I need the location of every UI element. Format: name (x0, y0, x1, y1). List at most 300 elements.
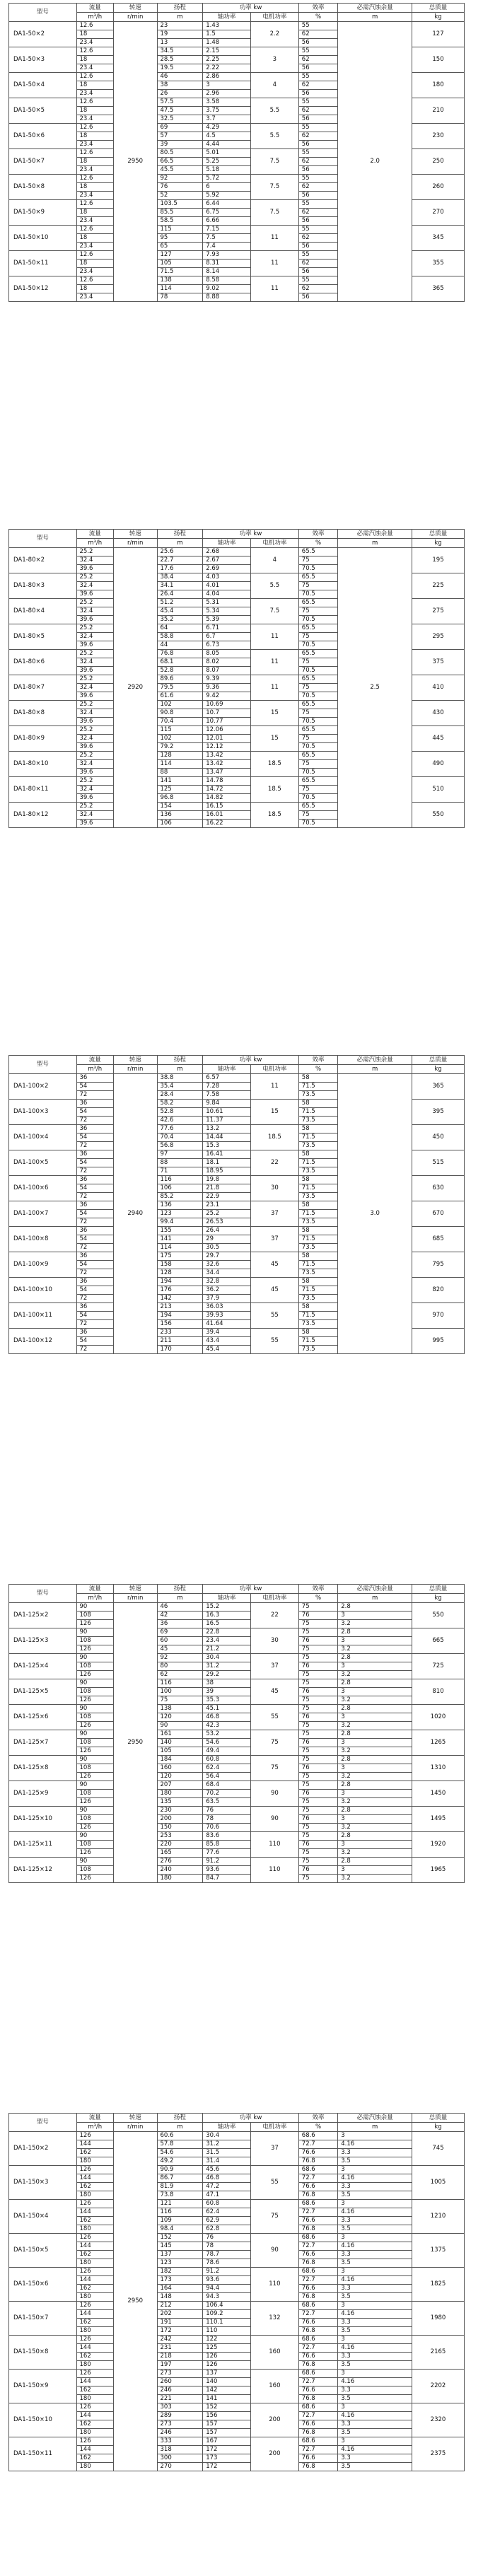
table-row (9, 1858, 465, 1866)
head-cell: 95 (157, 234, 203, 243)
table-row (9, 1781, 465, 1790)
head-cell: 56.8 (157, 1142, 203, 1150)
head-cell: 38.4 (157, 573, 203, 582)
shaft-power-cell: 9.39 (203, 675, 251, 684)
flow-cell: 144 (76, 2140, 113, 2149)
shaft-power-cell: 156 (203, 2412, 251, 2420)
flow-cell: 39.6 (76, 590, 113, 599)
shaft-power-cell: 9.36 (203, 684, 251, 692)
efficiency-cell: 65.5 (298, 548, 337, 556)
header-model: 型号 (9, 1585, 77, 1603)
header-head-unit: m (157, 1065, 203, 1074)
table-row (9, 1645, 465, 1654)
model-cell: DA1-100×4 (9, 1125, 77, 1150)
shaft-power-cell: 5.25 (203, 158, 251, 166)
header-row (9, 1056, 465, 1065)
table-row (9, 2386, 465, 2395)
efficiency-cell: 72.7 (298, 2208, 337, 2217)
weight-cell: 275 (412, 599, 464, 624)
flow-cell: 90 (76, 1603, 113, 1612)
header-power: 功率 kw (203, 2114, 299, 2123)
efficiency-cell: 62 (298, 132, 337, 141)
efficiency-cell: 76.6 (298, 2353, 337, 2361)
efficiency-cell: 65.5 (298, 752, 337, 760)
npsh-cell: 3 (338, 1815, 412, 1824)
table-row (9, 1875, 465, 1883)
shaft-power-cell: 1.48 (203, 39, 251, 47)
motor-power-cell: 11 (250, 251, 298, 276)
flow-cell: 126 (76, 1645, 113, 1654)
efficiency-cell: 75 (298, 1773, 337, 1781)
head-cell: 71 (157, 1167, 203, 1176)
shaft-power-cell: 6.7 (203, 633, 251, 641)
flow-cell: 180 (76, 2395, 113, 2403)
header-head-unit: m (157, 539, 203, 548)
header-row (9, 2114, 465, 2123)
head-cell: 73.8 (157, 2191, 203, 2200)
table-row (9, 2327, 465, 2336)
head-cell: 52.8 (157, 1108, 203, 1117)
flow-cell: 39.6 (76, 794, 113, 803)
flow-cell: 36 (76, 1125, 113, 1133)
efficiency-cell: 72.7 (298, 2276, 337, 2285)
table-row (9, 1679, 465, 1688)
table-row (9, 1798, 465, 1807)
flow-cell: 54 (76, 1337, 113, 1346)
weight-cell: 230 (412, 124, 464, 149)
npsh-cell: 3.5 (338, 2361, 412, 2370)
efficiency-cell: 56 (298, 141, 337, 149)
flow-cell: 180 (76, 2225, 113, 2234)
head-cell: 57.8 (157, 2140, 203, 2149)
table-row (9, 2234, 465, 2242)
flow-cell: 162 (76, 2386, 113, 2395)
header-weight: 总质量 (412, 1585, 464, 1594)
flow-cell: 126 (76, 1773, 113, 1781)
shaft-power-cell: 5.34 (203, 607, 251, 616)
header-speed-unit: r/min (113, 13, 157, 22)
weight-cell: 345 (412, 226, 464, 251)
head-cell: 136 (157, 1201, 203, 1210)
head-cell: 138 (157, 276, 203, 285)
header-motor-power: 电机功率 (250, 2123, 298, 2132)
model-cell: DA1-50×8 (9, 175, 77, 200)
head-cell: 81.9 (157, 2183, 203, 2191)
efficiency-cell: 62 (298, 56, 337, 64)
model-cell: DA1-150×3 (9, 2166, 77, 2200)
model-cell: DA1-125×7 (9, 1730, 77, 1756)
flow-cell: 54 (76, 1312, 113, 1320)
head-cell: 289 (157, 2412, 203, 2420)
header-npsh: 必需汽蚀余量 (338, 4, 412, 13)
flow-cell: 23.4 (76, 141, 113, 149)
model-cell: DA1-125×10 (9, 1807, 77, 1832)
flow-cell: 39.6 (76, 718, 113, 726)
table-row (9, 2276, 465, 2285)
flow-cell: 126 (76, 2234, 113, 2242)
efficiency-cell: 70.5 (298, 641, 337, 650)
efficiency-cell: 75 (298, 1603, 337, 1612)
header-power: 功率 kw (203, 1585, 299, 1594)
efficiency-cell: 76 (298, 1612, 337, 1620)
efficiency-cell: 76.6 (298, 2285, 337, 2293)
motor-power-cell: 200 (250, 2437, 298, 2471)
head-cell: 140 (157, 1739, 203, 1747)
efficiency-cell: 71.5 (298, 1108, 337, 1117)
head-cell: 100 (157, 1688, 203, 1696)
flow-cell: 32.4 (76, 786, 113, 794)
efficiency-cell: 76 (298, 1764, 337, 1773)
weight-cell: 1825 (412, 2268, 464, 2302)
shaft-power-cell: 36.2 (203, 1286, 251, 1295)
efficiency-cell: 55 (298, 251, 337, 260)
head-cell: 76 (157, 183, 203, 192)
efficiency-cell: 75 (298, 760, 337, 769)
motor-power-cell: 22 (250, 1603, 298, 1628)
weight-cell: 270 (412, 200, 464, 226)
header-unit-row (9, 539, 465, 548)
shaft-power-cell: 32.6 (203, 1261, 251, 1269)
model-cell: DA1-100×6 (9, 1176, 77, 1201)
flow-cell: 36 (76, 1100, 113, 1108)
shaft-power-cell: 2.67 (203, 556, 251, 565)
header-efficiency-unit: % (298, 1065, 337, 1074)
motor-power-cell: 7.5 (250, 175, 298, 200)
shaft-power-cell: 4.44 (203, 141, 251, 149)
efficiency-cell: 73.5 (298, 1117, 337, 1125)
efficiency-cell: 72.7 (298, 2310, 337, 2319)
weight-cell: 410 (412, 675, 464, 701)
shaft-power-cell: 38 (203, 1679, 251, 1688)
flow-cell: 72 (76, 1269, 113, 1278)
shaft-power-cell: 2.15 (203, 47, 251, 56)
table-row (9, 2412, 465, 2420)
efficiency-cell: 76.6 (298, 2454, 337, 2463)
efficiency-cell: 75 (298, 1798, 337, 1807)
shaft-power-cell: 5.01 (203, 149, 251, 158)
header-motor-power: 电机功率 (250, 13, 298, 22)
head-cell: 52 (157, 192, 203, 200)
model-cell: DA1-125×9 (9, 1781, 77, 1807)
npsh-cell: 2.8 (338, 1679, 412, 1688)
head-cell: 273 (157, 2370, 203, 2378)
head-cell: 88 (157, 769, 203, 777)
flow-cell: 36 (76, 1303, 113, 1312)
shaft-power-cell: 13.42 (203, 760, 251, 769)
flow-cell: 23.4 (76, 90, 113, 98)
npsh-cell: 3.5 (338, 2327, 412, 2336)
shaft-power-cell: 5.72 (203, 175, 251, 183)
efficiency-cell: 58 (298, 1278, 337, 1286)
motor-power-cell: 18.5 (250, 777, 298, 803)
efficiency-cell: 68.6 (298, 2166, 337, 2174)
head-cell: 213 (157, 1303, 203, 1312)
flow-cell: 25.2 (76, 548, 113, 556)
efficiency-cell: 72.7 (298, 2174, 337, 2183)
motor-power-cell: 5.5 (250, 124, 298, 149)
weight-cell: 210 (412, 98, 464, 124)
header-efficiency-unit: % (298, 1594, 337, 1603)
shaft-power-cell: 16.22 (203, 820, 251, 828)
flow-cell: 72 (76, 1320, 113, 1329)
shaft-power-cell: 25.2 (203, 1210, 251, 1218)
header-flow: 流量 (76, 2114, 113, 2123)
table-row (9, 1722, 465, 1730)
efficiency-cell: 71.5 (298, 1261, 337, 1269)
npsh-cell: 2.8 (338, 1603, 412, 1612)
flow-cell: 23.4 (76, 217, 113, 226)
head-cell: 150 (157, 1824, 203, 1832)
weight-cell: 1920 (412, 1832, 464, 1858)
table-row (9, 1654, 465, 1662)
header-speed: 转速 (113, 1056, 157, 1065)
efficiency-cell: 72.7 (298, 2344, 337, 2353)
shaft-power-cell: 4.01 (203, 582, 251, 590)
flow-cell: 90 (76, 1705, 113, 1713)
model-cell: DA1-80×4 (9, 599, 77, 624)
efficiency-cell: 73.5 (298, 1346, 337, 1354)
weight-cell: 665 (412, 1628, 464, 1654)
shaft-power-cell: 6.73 (203, 641, 251, 650)
head-cell: 145 (157, 2242, 203, 2251)
weight-cell: 180 (412, 73, 464, 98)
flow-cell: 12.6 (76, 73, 113, 81)
shaft-power-cell: 14.78 (203, 777, 251, 786)
shaft-power-cell: 1.5 (203, 30, 251, 39)
header-row (9, 4, 465, 13)
flow-cell: 72 (76, 1295, 113, 1303)
head-cell: 38 (157, 81, 203, 90)
header-flow: 流量 (76, 1585, 113, 1594)
table-row (9, 548, 465, 556)
flow-cell: 72 (76, 1142, 113, 1150)
flow-cell: 180 (76, 2429, 113, 2437)
flow-cell: 162 (76, 2285, 113, 2293)
efficiency-cell: 75 (298, 709, 337, 718)
efficiency-cell: 55 (298, 73, 337, 81)
header-weight: 总质量 (412, 2114, 464, 2123)
head-cell: 46 (157, 1603, 203, 1612)
header-flow: 流量 (76, 1056, 113, 1065)
shaft-power-cell: 9.02 (203, 285, 251, 293)
head-cell: 276 (157, 1858, 203, 1866)
npsh-cell: 3.3 (338, 2149, 412, 2157)
efficiency-cell: 65.5 (298, 803, 337, 811)
shaft-power-cell: 8.02 (203, 658, 251, 667)
motor-power-cell: 75 (250, 1730, 298, 1756)
shaft-power-cell: 93.6 (203, 2276, 251, 2285)
speed-cell: 2950 (113, 2132, 157, 2471)
header-power: 功率 kw (203, 1056, 299, 1065)
efficiency-cell: 70.5 (298, 743, 337, 752)
shaft-power-cell: 16.5 (203, 1620, 251, 1628)
shaft-power-cell: 77.6 (203, 1849, 251, 1858)
shaft-power-cell: 2.86 (203, 73, 251, 81)
efficiency-cell: 76 (298, 1790, 337, 1798)
head-cell: 207 (157, 1781, 203, 1790)
flow-cell: 32.4 (76, 607, 113, 616)
table-row (9, 2217, 465, 2225)
weight-cell: 685 (412, 1227, 464, 1252)
table-row (9, 2251, 465, 2259)
flow-cell: 25.2 (76, 752, 113, 760)
table-row (9, 2378, 465, 2386)
shaft-power-cell: 30.5 (203, 1244, 251, 1252)
header-speed: 转速 (113, 530, 157, 539)
flow-cell: 32.4 (76, 811, 113, 820)
efficiency-cell: 58 (298, 1176, 337, 1184)
model-cell: DA1-100×10 (9, 1278, 77, 1303)
table-row (9, 1074, 465, 1083)
shaft-power-cell: 39.4 (203, 1329, 251, 1337)
motor-power-cell: 90 (250, 1781, 298, 1807)
shaft-power-cell: 157 (203, 2429, 251, 2437)
model-cell: DA1-125×5 (9, 1679, 77, 1705)
efficiency-cell: 75 (298, 582, 337, 590)
flow-cell: 126 (76, 1696, 113, 1705)
flow-cell: 162 (76, 2353, 113, 2361)
flow-cell: 126 (76, 1798, 113, 1807)
shaft-power-cell: 62.4 (203, 1764, 251, 1773)
shaft-power-cell: 62.4 (203, 2208, 251, 2217)
head-cell: 120 (157, 1713, 203, 1722)
flow-cell: 180 (76, 2157, 113, 2166)
flow-cell: 25.2 (76, 573, 113, 582)
head-cell: 71.5 (157, 268, 203, 276)
shaft-power-cell: 45.1 (203, 1705, 251, 1713)
shaft-power-cell: 31.2 (203, 1662, 251, 1671)
table-row (9, 2370, 465, 2378)
flow-cell: 54 (76, 1133, 113, 1142)
header-shaft-power: 轴功率 (203, 1065, 251, 1074)
shaft-power-cell: 6.66 (203, 217, 251, 226)
shaft-power-cell: 76 (203, 1807, 251, 1815)
head-cell: 65 (157, 243, 203, 251)
shaft-power-cell: 14.82 (203, 794, 251, 803)
weight-cell: 630 (412, 1176, 464, 1201)
flow-cell: 12.6 (76, 276, 113, 285)
model-cell: DA1-50×12 (9, 276, 77, 302)
efficiency-cell: 75 (298, 1824, 337, 1832)
header-weight: 总质量 (412, 1056, 464, 1065)
flow-cell: 126 (76, 2336, 113, 2344)
npsh-cell: 3 (338, 2437, 412, 2446)
head-cell: 221 (157, 2395, 203, 2403)
head-cell: 61.6 (157, 692, 203, 701)
shaft-power-cell: 10.7 (203, 709, 251, 718)
npsh-cell: 3 (338, 1866, 412, 1875)
motor-power-cell: 18.5 (250, 803, 298, 828)
efficiency-cell: 76.6 (298, 2217, 337, 2225)
head-cell: 105 (157, 1747, 203, 1756)
motor-power-cell: 55 (250, 1303, 298, 1329)
flow-cell: 39.6 (76, 641, 113, 650)
head-cell: 34.1 (157, 582, 203, 590)
head-cell: 57.5 (157, 98, 203, 107)
head-cell: 180 (157, 1875, 203, 1883)
efficiency-cell: 76 (298, 1739, 337, 1747)
head-cell: 92 (157, 175, 203, 183)
motor-power-cell: 45 (250, 1679, 298, 1705)
shaft-power-cell: 125 (203, 2344, 251, 2353)
npsh-cell: 3.5 (338, 2225, 412, 2234)
flow-cell: 126 (76, 2403, 113, 2412)
model-cell: DA1-150×7 (9, 2302, 77, 2336)
head-cell: 102 (157, 701, 203, 709)
flow-cell: 39.6 (76, 820, 113, 828)
spec-table (8, 1055, 465, 1354)
npsh-cell: 3 (338, 1662, 412, 1671)
head-cell: 197 (157, 2361, 203, 2370)
header-npsh: 必需汽蚀余量 (338, 1056, 412, 1065)
motor-power-cell: 55 (250, 1329, 298, 1354)
npsh-cell: 3.5 (338, 2429, 412, 2437)
head-cell: 172 (157, 2327, 203, 2336)
head-cell: 75 (157, 1696, 203, 1705)
head-cell: 135 (157, 1798, 203, 1807)
shaft-power-cell: 84.7 (203, 1875, 251, 1883)
efficiency-cell: 73.5 (298, 1269, 337, 1278)
table-row (9, 2259, 465, 2268)
head-cell: 136 (157, 811, 203, 820)
shaft-power-cell: 8.88 (203, 293, 251, 302)
model-cell: DA1-50×4 (9, 73, 77, 98)
efficiency-cell: 55 (298, 22, 337, 30)
efficiency-cell: 73.5 (298, 1295, 337, 1303)
header-efficiency: 效率 (298, 530, 337, 539)
efficiency-cell: 56 (298, 90, 337, 98)
table-row (9, 2454, 465, 2463)
motor-power-cell: 37 (250, 2132, 298, 2166)
table-row (9, 1824, 465, 1832)
efficiency-cell: 75 (298, 1875, 337, 1883)
head-cell: 230 (157, 1807, 203, 1815)
table-row (9, 2183, 465, 2191)
flow-cell: 54 (76, 1159, 113, 1167)
shaft-power-cell: 26.4 (203, 1227, 251, 1235)
model-cell: DA1-125×4 (9, 1654, 77, 1679)
npsh-cell: 3.5 (338, 2259, 412, 2268)
head-cell: 98.4 (157, 2225, 203, 2234)
npsh-cell: 4.16 (338, 2242, 412, 2251)
flow-cell: 25.2 (76, 599, 113, 607)
shaft-power-cell: 76 (203, 2234, 251, 2242)
head-cell: 46 (157, 73, 203, 81)
header-head-unit: m (157, 2123, 203, 2132)
npsh-cell: 3.5 (338, 2157, 412, 2166)
head-cell: 220 (157, 1841, 203, 1849)
flow-cell: 162 (76, 2454, 113, 2463)
flow-cell: 108 (76, 1688, 113, 1696)
efficiency-cell: 62 (298, 234, 337, 243)
header-head-unit: m (157, 13, 203, 22)
motor-power-cell: 110 (250, 1832, 298, 1858)
header-speed-unit: r/min (113, 2123, 157, 2132)
head-cell: 141 (157, 777, 203, 786)
head-cell: 76.8 (157, 650, 203, 658)
efficiency-cell: 68.6 (298, 2336, 337, 2344)
head-cell: 246 (157, 2386, 203, 2395)
header-motor-power: 电机功率 (250, 1065, 298, 1074)
flow-cell: 54 (76, 1210, 113, 1218)
header-npsh-unit: m (338, 1065, 412, 1074)
efficiency-cell: 71.5 (298, 1184, 337, 1193)
model-cell: DA1-50×3 (9, 47, 77, 73)
shaft-power-cell: 122 (203, 2336, 251, 2344)
header-speed-unit: r/min (113, 539, 157, 548)
flow-cell: 162 (76, 2319, 113, 2327)
efficiency-cell: 58 (298, 1329, 337, 1337)
